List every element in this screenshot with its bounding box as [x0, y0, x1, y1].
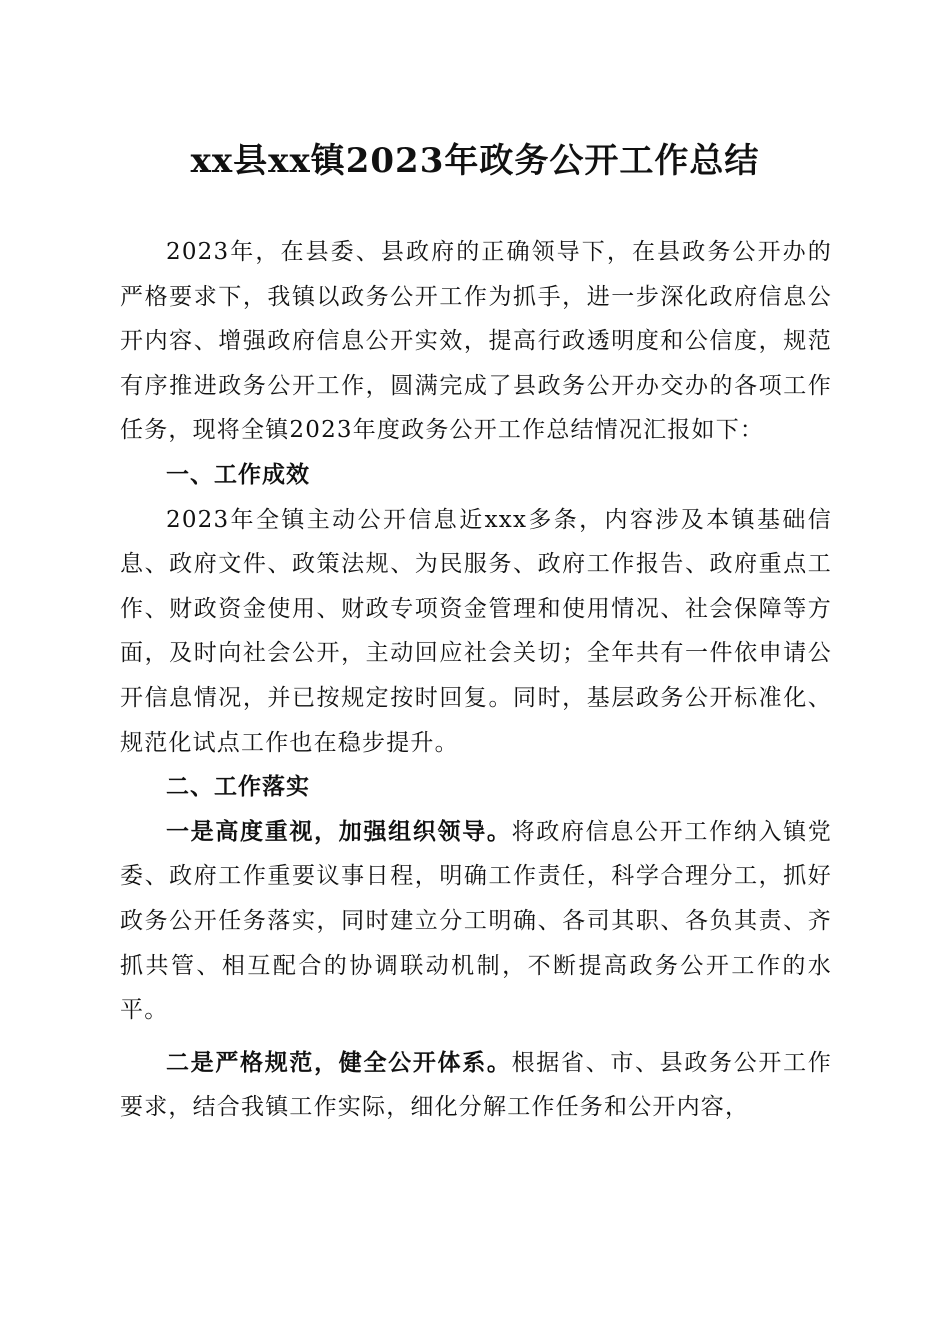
section-2-item-1-lead: 一是高度重视，加强组织领导。 [166, 817, 512, 845]
document-body [120, 230, 832, 1130]
section-1-paragraph: 2023年全镇主动公开信息近xxx多条，内容涉及本镇基础信息、政府文件、政策法规、为民服务、政府工作报告、政府重点工作、财政资金使用、财政专项资金管理和使用情况、社会保障等方面，及时向社会公开，主动回应社会关切；全年共有一件依申请公开信息情况，并已按规定按时回复。同时，基层政务公开标准化、规范化试点工作也在稳步提升。 [120, 506, 832, 756]
paragraph-spacer [120, 1033, 832, 1041]
section-2-item-2-text: 根据省、市、县政务公开工作要求，结合我镇工作实际，细化分解工作任务和公开内容， [120, 1049, 832, 1121]
intro-paragraph: 2023年，在县委、县政府的正确领导下，在县政务公开办的严格要求下，我镇以政务公开工作为抓手，进一步深化政府信息公开内容、增强政府信息公开实效，提高行政透明度和公信度，规范有序推进政务公开工作，圆满完成了县政务公开办交办的各项工作任务，现将全镇2023年度政务公开工作总结情况汇报如下： [120, 239, 832, 444]
section-2-heading: 二、工作落实 [166, 774, 310, 801]
section-2-item-2-paragraph [120, 1041, 832, 1130]
section-2-item-1-text: 将政府信息公开工作纳入镇党委、政府工作重要议事日程，明确工作责任，科学合理分工，抓好政务公开任务落实，同时建立分工明确、各司其职、各负其责、齐抓共管、相互配合的协调联动机制，不断提高政务公开工作的水平。 [120, 818, 832, 1024]
document-title: xx县xx镇2023年政务公开工作总结 [190, 141, 760, 181]
section-2-item-2-lead: 二是严格规范，健全公开体系。 [166, 1048, 512, 1076]
section-2-item-1-paragraph [120, 810, 832, 1033]
section-1-heading: 一、工作成效 [166, 461, 310, 488]
